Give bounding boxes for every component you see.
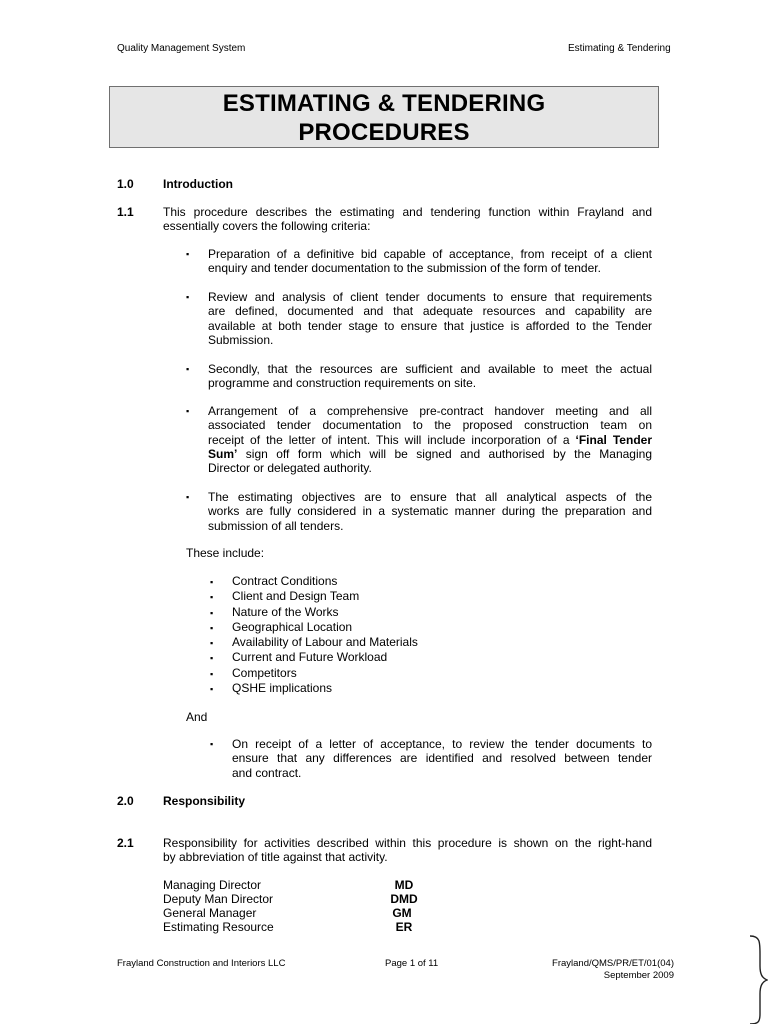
criteria-item-4 bbox=[208, 404, 652, 475]
role-title: Deputy Man Director bbox=[163, 892, 274, 906]
bullet-icon: ▪ bbox=[210, 653, 214, 664]
role-title: Estimating Resource bbox=[163, 920, 274, 934]
clause-1-1-text bbox=[163, 205, 652, 234]
clause-1-1-line-2: essentially covers the following criteria: bbox=[163, 219, 371, 234]
acceptance-line-3: and contract. bbox=[232, 765, 302, 780]
criteria-item-2 bbox=[208, 290, 652, 347]
criteria-item-4-line-4 bbox=[208, 447, 652, 461]
clause-2-1-text bbox=[163, 836, 652, 865]
criteria-item-3-line-2: programme and construction requirements on site. bbox=[208, 376, 477, 391]
final-tender-bold: ‘Final Tender bbox=[575, 432, 652, 447]
section-1-heading: Introduction bbox=[163, 177, 233, 191]
and-label: And bbox=[186, 710, 208, 724]
role-abbr: ER bbox=[395, 920, 413, 934]
title-box bbox=[109, 86, 659, 148]
role-abbr: DMD bbox=[390, 892, 418, 906]
criteria-item-5-line-1: The estimating objectives are to ensure that all analytical aspects of the bbox=[208, 490, 652, 504]
bullet-icon: ▪ bbox=[210, 684, 214, 695]
list-item bbox=[210, 650, 510, 665]
list-item bbox=[210, 666, 510, 681]
list-item-label: Client and Design Team bbox=[232, 589, 360, 604]
bullet-icon: ▪ bbox=[186, 406, 190, 416]
criteria-item-3-line-1: Secondly, that the resources are sufficient and available to meet the actual bbox=[208, 362, 652, 376]
acceptance-item bbox=[232, 737, 652, 780]
role-abbr: MD bbox=[394, 878, 414, 892]
criteria-item-5-line-3: submission of all tenders. bbox=[208, 518, 344, 533]
footer-date: September 2009 bbox=[603, 970, 674, 981]
criteria-item-2-line-1: Review and analysis of client tender documents to ensure that requirements bbox=[208, 290, 652, 304]
bullet-icon: ▪ bbox=[210, 607, 214, 618]
title-line-1: ESTIMATING & TENDERING bbox=[222, 90, 546, 117]
criteria-item-2-line-4: Submission. bbox=[208, 332, 274, 347]
header-left: Quality Management System bbox=[117, 43, 246, 54]
criteria-item-4-line-5: Director or delegated authority. bbox=[208, 461, 372, 476]
criteria-item-5 bbox=[208, 490, 652, 533]
clause-2-1-line-1: Responsibility for activities described within this procedure is shown on the right-hand bbox=[163, 836, 652, 850]
section-1-number: 1.0 bbox=[117, 177, 134, 191]
list-item bbox=[210, 620, 510, 635]
criteria-item-1-line-1: Preparation of a definitive bid capable of acceptance, from receipt of a client bbox=[208, 247, 652, 261]
list-item-label: Current and Future Workload bbox=[232, 650, 388, 665]
sub-items-list bbox=[210, 574, 510, 696]
acceptance-line-2: ensure that any differences are identified and resolved between tender bbox=[232, 751, 652, 766]
clause-1-1-line-1: This procedure describes the estimating and tendering function within Frayland and bbox=[163, 205, 652, 219]
tender-sum-bold: Sum’ bbox=[208, 446, 238, 461]
list-item bbox=[210, 681, 510, 696]
header-right: Estimating & Tendering bbox=[568, 43, 671, 54]
bullet-icon: ▪ bbox=[186, 364, 190, 374]
list-item-label: Contract Conditions bbox=[232, 574, 338, 588]
bullet-icon: ▪ bbox=[210, 577, 214, 587]
criteria-item-4-line-3-text: receipt of the letter of intent. This will include incorporation of a bbox=[208, 432, 576, 447]
criteria-item-4-line-4-text: sign off form which will be signed and authorised by the Managing bbox=[237, 446, 652, 461]
list-item-label: Competitors bbox=[232, 665, 297, 680]
footer-company: Frayland Construction and Interiors LLC bbox=[117, 958, 286, 969]
criteria-item-4-line-3 bbox=[208, 433, 652, 447]
section-2-heading: Responsibility bbox=[163, 794, 246, 808]
criteria-item-2-line-3: available at both tender stage to ensure that justice is afforded to the Tender bbox=[208, 318, 652, 333]
acceptance-line-1: On receipt of a letter of acceptance, to review the tender documents to bbox=[232, 737, 652, 751]
title-line-2: PROCEDURES bbox=[298, 119, 470, 146]
footer-doc-ref: Frayland/QMS/PR/ET/01(04) bbox=[552, 958, 674, 969]
list-item bbox=[210, 635, 510, 650]
list-item bbox=[210, 574, 510, 589]
criteria-item-4-line-2: associated tender documentation to the proposed construction team on bbox=[208, 418, 652, 433]
section-2-number: 2.0 bbox=[117, 794, 134, 808]
list-item bbox=[210, 589, 510, 604]
role-title: General Manager bbox=[163, 906, 257, 920]
clause-2-1-number: 2.1 bbox=[117, 836, 134, 850]
bullet-icon: ▪ bbox=[210, 638, 214, 649]
brace-decoration bbox=[742, 934, 768, 1024]
list-item bbox=[210, 605, 510, 620]
role-abbr: GM bbox=[392, 906, 412, 920]
criteria-item-4-line-1: Arrangement of a comprehensive pre-contract handover meeting and all bbox=[208, 404, 652, 418]
criteria-item-1 bbox=[208, 247, 652, 276]
clause-2-1-line-2: by abbreviation of title against that activity. bbox=[163, 850, 388, 865]
bullet-icon: ▪ bbox=[186, 292, 190, 302]
bullet-icon: ▪ bbox=[186, 249, 190, 259]
bullet-icon: ▪ bbox=[210, 622, 214, 633]
bullet-icon: ▪ bbox=[210, 592, 214, 603]
list-item-label: Nature of the Works bbox=[232, 604, 339, 619]
list-item-label: Geographical Location bbox=[232, 619, 353, 634]
footer-page: Page 1 of 11 bbox=[385, 958, 439, 969]
list-item-label: QSHE implications bbox=[232, 681, 333, 696]
clause-1-1-number: 1.1 bbox=[117, 205, 134, 219]
these-include-label: These include: bbox=[186, 546, 265, 560]
bullet-icon: ▪ bbox=[210, 739, 214, 749]
bullet-icon: ▪ bbox=[186, 492, 190, 502]
criteria-item-2-line-2: are defined, documented and that adequate resources and capability are bbox=[208, 304, 652, 319]
criteria-item-5-line-2: works are fully considered in a systematic manner during the preparation and bbox=[208, 504, 652, 519]
list-item-label: Availability of Labour and Materials bbox=[232, 635, 418, 650]
criteria-item-3 bbox=[208, 362, 652, 391]
role-title: Managing Director bbox=[163, 878, 262, 892]
criteria-item-1-line-2: enquiry and tender documentation to the submission of the form of tender. bbox=[208, 261, 601, 276]
bullet-icon: ▪ bbox=[210, 668, 214, 679]
